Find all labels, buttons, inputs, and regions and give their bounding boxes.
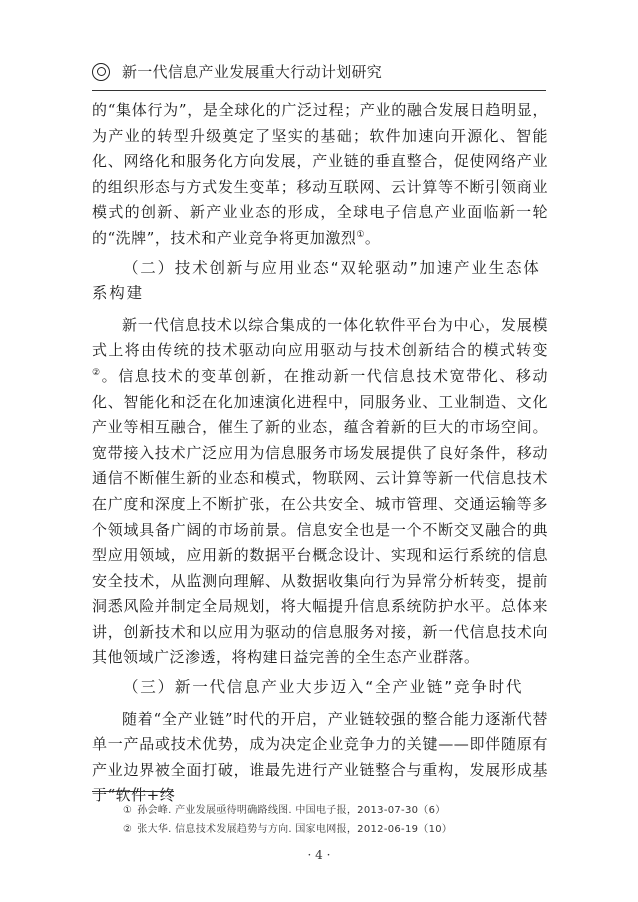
paragraph-continued: 的“集体行为”，是全球化的广泛过程；产业的融合发展日趋明显，为产业的转型升级奠定了坚实的基础；软件加速向开源化、智能化、网络化和服务化方向发展，产业链的垂直整合，促使网络产业的组织形态与方式发生变革；移动互联网、云计算等不断引领商业模式的创新、新产业业态的形成，全球电子信息产业面临新一轮的“洗牌”，技术和产业竞争将更加激烈①。 bbox=[92, 101, 548, 247]
section-heading-2: （二）技术创新与应用业态“双轮驱动”加速产业生态体系构建 bbox=[92, 258, 541, 303]
footnote-ref-1[interactable]: ① bbox=[356, 229, 365, 240]
target-circle-icon bbox=[92, 63, 110, 81]
paragraph-text: 新一代信息技术以综合集成的一体化软件平台为中心，发展模式上将由传统的技术驱动向应用驱动与技术创新结合的模式转变 bbox=[92, 315, 548, 360]
header-title: 新一代信息产业发展重大行动计划研究 bbox=[122, 63, 383, 81]
footnote-text: 张大华. 信息技术发展趋势与方向. 国家电网报，2012-06-19（10） bbox=[137, 824, 453, 835]
footnotes bbox=[123, 801, 543, 839]
footnote-mark: ② bbox=[123, 824, 133, 835]
section-heading-3: （三）新一代信息产业大步迈入“全产业链”竞争时代 bbox=[123, 678, 524, 697]
footnote-text: 孙会峰. 产业发展亟待明确路线图. 中国电子报，2013-07-30（6） bbox=[137, 805, 446, 816]
paragraph-section-2 bbox=[92, 313, 548, 671]
paragraph-section-3: 随着“全产业链”时代的开启，产业链较强的整合能力逐渐代替单一产品或技术优势，成为决定企业竞争力的关键——即伴随原有产业边界被全面打破，谁最先进行产业链整合与重构，发展形成基于“软件+终 bbox=[92, 709, 548, 805]
footnote-rule bbox=[92, 791, 174, 792]
header-rule bbox=[92, 90, 546, 91]
paragraph-text: 的“集体行为”，是全球化的广泛过程；产业的融合发展日趋明显，为产业的转型升级奠定了坚实的基础；软件加速向开源化、智能化、网络化和服务化方向发展，产业链的垂直整合，促使网络产业的组织形态与方式发生变革；移动互联网、云计算等不断引领商业模式的创新、新产业业态的形成，全球电子信息产业面临新一轮的“洗牌”，技术和产业竞争将更加激烈 bbox=[92, 101, 548, 247]
paragraph-text: 。信息技术的变革创新，在推动新一代信息技术宽带化、移动化、智能化和泛在化加速演化进程中，同服务业、工业制造、文化产业等相互融合，催生了新的业态，蕴含着新的巨大的市场空间。宽带接入技术广泛应用为信息服务市场发展提供了良好条件，移动通信不断催生新的业态和模式，物联网、云计算等新一代信息技术在广度和深度上不断扩张，在公共安全、城市管理、交通运输等多个领域具备广阔的市场前景。信息安全也是一个不断交叉融合的典型应用领域，应用新的数据平台概念设计、实现和运行系统的信息安全技术，从监测向理解、从数据收集向行为异常分析转变，提前洞悉风险并制定全局规划，将大幅提升信息系统防护水平。总体来讲，创新技术和以应用为驱动的信息服务对接，新一代信息技术向其他领域广泛渗透，将构建日益完善的全生态产业群落。 bbox=[92, 366, 548, 667]
page-number: · 4 · bbox=[307, 848, 331, 862]
footnote-mark: ① bbox=[123, 805, 133, 816]
page-body bbox=[92, 98, 548, 809]
footnote-2 bbox=[123, 820, 543, 839]
footnote-ref-2[interactable]: ② bbox=[92, 367, 102, 378]
running-header bbox=[92, 61, 382, 82]
footnote-1 bbox=[123, 801, 543, 820]
